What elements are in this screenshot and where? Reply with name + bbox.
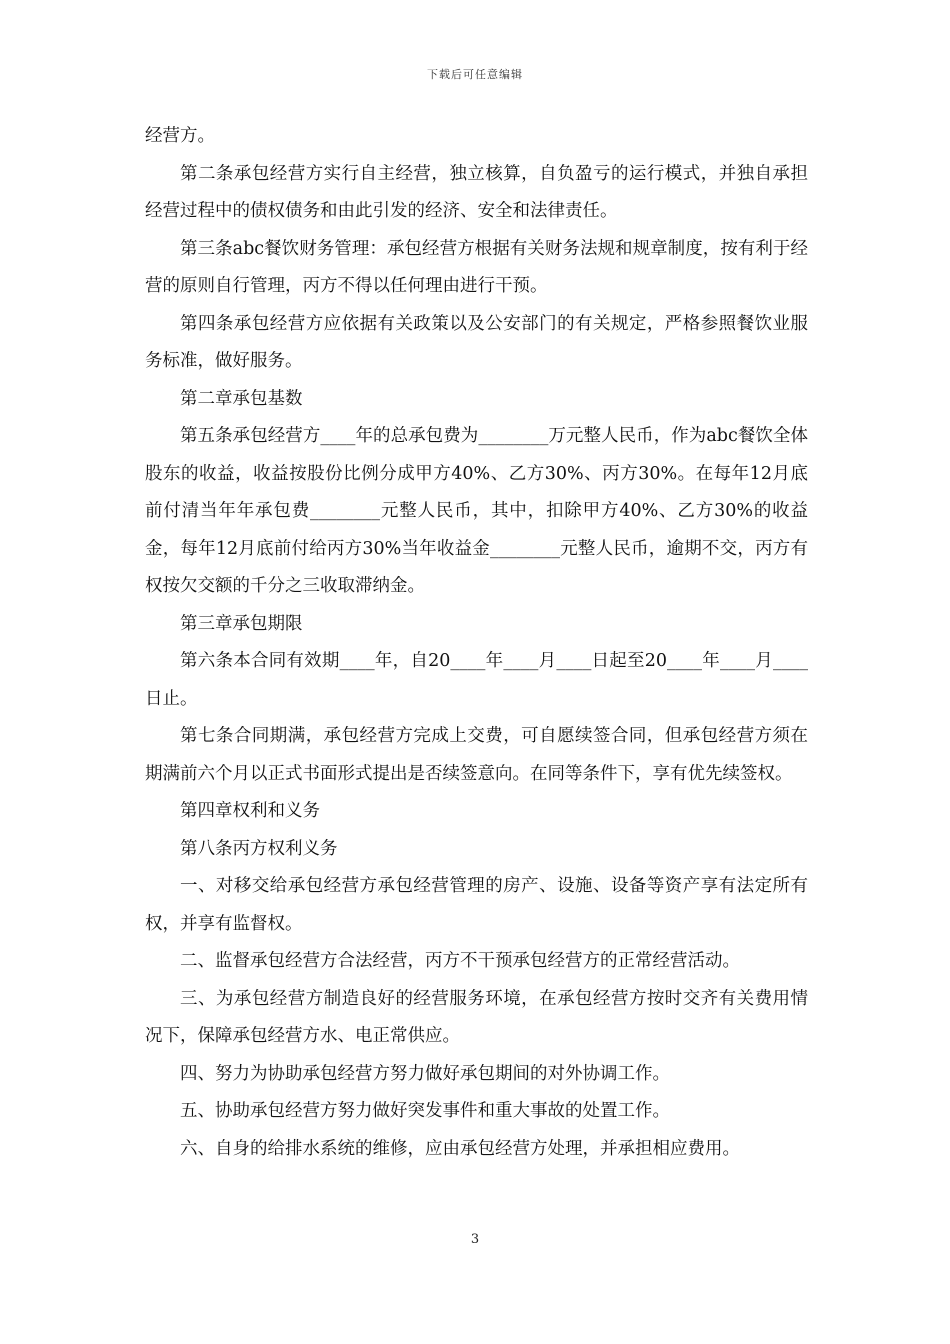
chapter-3-heading: 第三章承包期限	[180, 613, 303, 634]
article-2: 第二条承包经营方实行自主经营，独立核算，自负盈亏的运行模式，并独自承担经营过程中的债权债务和由此引发的经济、安全和法律责任。	[145, 163, 808, 221]
chapter-2-heading: 第二章承包基数	[180, 388, 303, 409]
clause-6: 六、自身的给排水系统的维修，应由承包经营方处理，并承担相应费用。	[180, 1138, 740, 1159]
clause-3: 三、为承包经营方制造良好的经营服务环境，在承包经营方按时交齐有关费用情况下，保障承包经营方水、电正常供应。	[145, 988, 808, 1046]
article-3: 第三条abc餐饮财务管理：承包经营方根据有关财务法规和规章制度，按有利于经营的原则自行管理，丙方不得以任何理由进行干预。	[145, 238, 808, 296]
article-5: 第五条承包经营方____年的总承包费为________万元整人民币，作为abc餐饮全体股东的收益，收益按股份比例分成甲方40%、乙方30%、丙方30%。在每年12月底前付清当年年承包费________元整人民币，其中，扣除甲方40%、乙方30%的收益金，每年12月底前付给丙方30%当年收益金________元整人民币，逾期不交，丙方有权按欠交额的千分之三收取滞纳金。	[145, 426, 808, 596]
article-8: 第八条丙方权利义务	[180, 838, 338, 859]
article-6: 第六条本合同有效期____年，自20____年____月____日起至20____年____月____日止。	[145, 651, 808, 709]
clause-5: 五、协助承包经营方努力做好突发事件和重大事故的处置工作。	[180, 1101, 670, 1121]
clause-2: 二、监督承包经营方合法经营，丙方不干预承包经营方的正常经营活动。	[180, 951, 740, 971]
page-number: 3	[470, 1232, 480, 1247]
clause-1: 一、对移交给承包经营方承包经营管理的房产、设施、设备等资产享有法定所有权，并享有监督权。	[145, 876, 808, 934]
article-4: 第四条承包经营方应依据有关政策以及公安部门的有关规定，严格参照餐饮业服务标准，做好服务。	[145, 313, 808, 371]
clause-4: 四、努力为协助承包经营方努力做好承包期间的对外协调工作。	[180, 1063, 670, 1084]
chapter-4-heading: 第四章权利和义务	[180, 801, 320, 821]
page-header: 下载后可任意编辑	[427, 68, 523, 81]
article-7: 第七条合同期满，承包经营方完成上交费，可自愿续签合同，但承包经营方须在期满前六个月以正式书面形式提出是否续签意向。在同等条件下，享有优先续签权。	[145, 726, 808, 784]
document-body	[145, 118, 808, 1168]
paragraph-continuation: 经营方。	[145, 126, 215, 146]
